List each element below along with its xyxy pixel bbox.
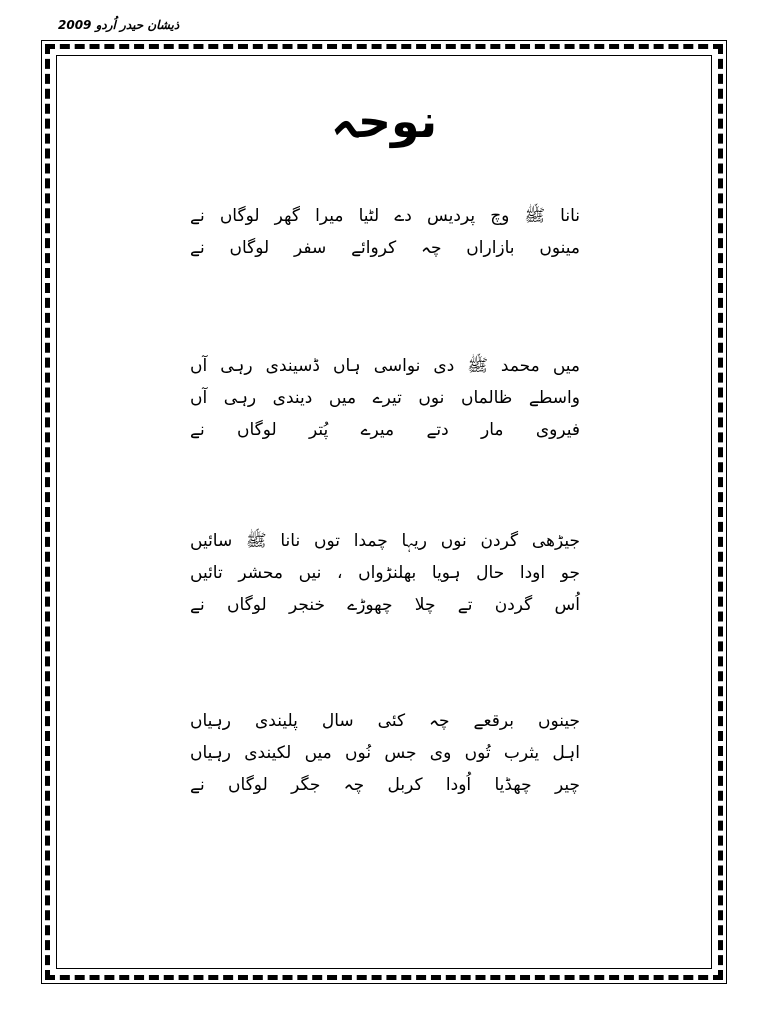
stanza-line: فیروی مار دتے میرے پُتر لوگاں نے xyxy=(190,420,580,440)
stanza-line: نانا ﷺ وچ پردیس دے لٹیا میرا گھر لوگاں نے xyxy=(190,206,580,226)
stanza-line: جو اودا حال ہویا بھلنڑواں ، نیں محشر تائیں xyxy=(190,563,580,583)
stanza-line: میں محمد ﷺ دی نواسی ہاں ڈسیندی رہی آں xyxy=(190,356,580,376)
stanza-line: جیڑھی گردن نوں ریہا چمدا توں نانا ﷺ سائیں xyxy=(190,531,580,551)
page-border-inner xyxy=(56,55,712,969)
stanza-3 xyxy=(190,525,580,621)
stanza-line: مینوں بازاراں چہ کروائے سفر لوگاں نے xyxy=(190,238,580,258)
header-note: ذیشان حیدر اُردو 2009 xyxy=(58,18,180,32)
page-title: نوحہ xyxy=(330,94,438,148)
page-border xyxy=(45,44,723,980)
stanza-line: اُس گردن تے چلا چھوڑے خنجر لوگاں نے xyxy=(190,595,580,615)
stanza-line: جینوں برقعے چہ کئی سال پلیندی رہیاں xyxy=(190,711,580,731)
stanza-4 xyxy=(190,705,580,801)
stanza-line: اہل یثرب تُوں وی جس نُوں میں لکیندی رہیاں xyxy=(190,743,580,763)
stanza-1 xyxy=(190,200,580,264)
stanza-2 xyxy=(190,350,580,446)
stanza-line: واسطے ظالماں نوں تیرے میں دیندی رہی آں xyxy=(190,388,580,408)
stanza-line: چیر چھڈیا اُودا کربل چہ جگر لوگاں نے xyxy=(190,775,580,795)
